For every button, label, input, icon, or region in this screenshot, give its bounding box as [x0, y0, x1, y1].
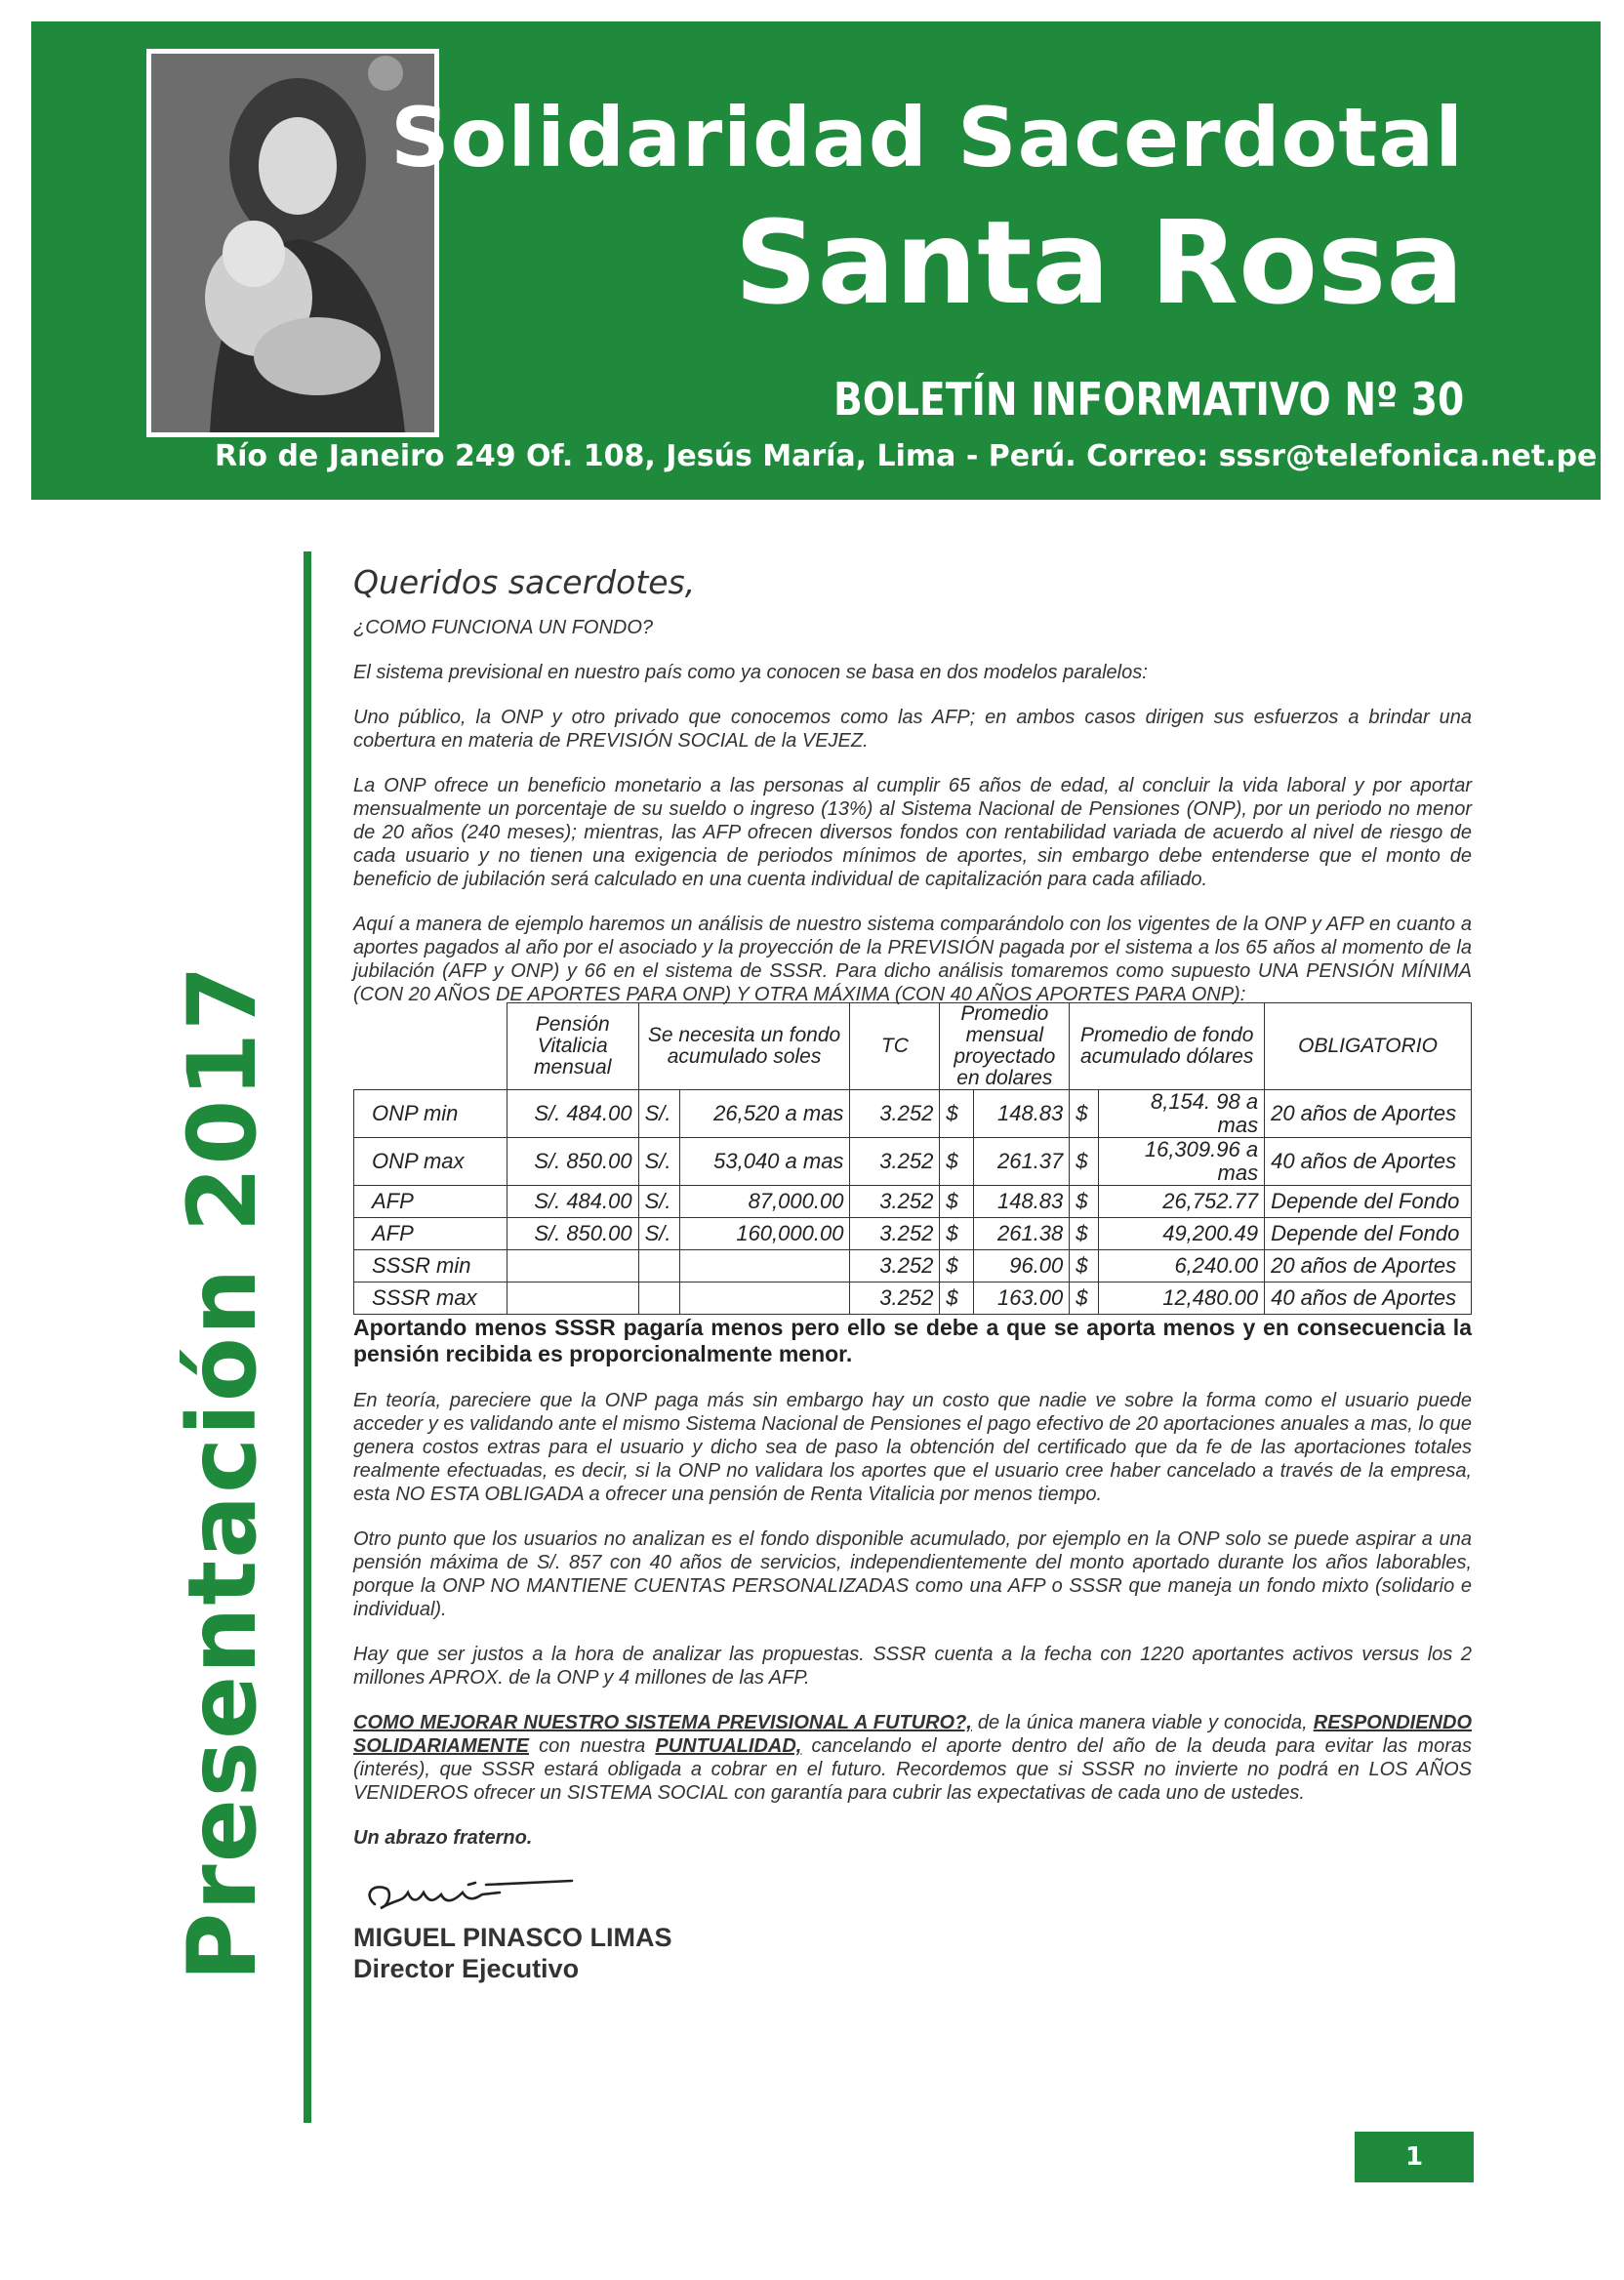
cell-tc: 3.252 [850, 1218, 940, 1250]
cell-obligatorio: 20 años de Aportes [1265, 1090, 1472, 1138]
cell-fondo-currency [638, 1250, 679, 1282]
table-row [354, 1218, 1472, 1250]
question-emphasis: COMO MEJORAR NUESTRO SISTEMA PREVISIONAL A FUTURO?, [353, 1712, 972, 1733]
green-vertical-rule [304, 551, 311, 2123]
cell-tc: 3.252 [850, 1186, 940, 1218]
cell-usd-currency: $ [940, 1218, 974, 1250]
row-label: ONP max [354, 1138, 508, 1186]
paragraph-2: Uno público, la ONP y otro privado que conocemos como las AFP; en ambos casos dirigen sus esfuerzos a brindar una cobertura en materia de PREVISIÓN SOCIAL de la VEJEZ. [353, 707, 1472, 752]
cell-tc: 3.252 [850, 1250, 940, 1282]
cell-pension: S/. 484.00 [507, 1090, 638, 1138]
handwritten-signature [353, 1863, 1472, 1922]
cell-fondo-currency: S/. [638, 1138, 679, 1186]
header-title-line2: Santa Rosa [734, 195, 1464, 330]
cell-pension: S/. 850.00 [507, 1138, 638, 1186]
cell-acum: 6,240.00 [1099, 1250, 1265, 1282]
cell-fondo [679, 1282, 850, 1315]
cell-obligatorio: Depende del Fondo [1265, 1218, 1472, 1250]
cell-acum: 12,480.00 [1099, 1282, 1265, 1315]
subheading: ¿COMO FUNCIONA UN FONDO? [353, 617, 654, 638]
col-header-pension: Pensión Vitalicia mensual [507, 1003, 638, 1090]
cell-fondo-currency: S/. [638, 1186, 679, 1218]
cell-obligatorio: 40 años de Aportes [1265, 1138, 1472, 1186]
bulletin-number: BOLETÍN INFORMATIVO Nº 30 [832, 373, 1464, 426]
row-label: AFP [354, 1186, 508, 1218]
table-header-row [354, 1003, 1472, 1090]
row-label: SSSR max [354, 1282, 508, 1315]
row-label: SSSR min [354, 1250, 508, 1282]
cell-fondo: 87,000.00 [679, 1186, 850, 1218]
paragraph-4: Aquí a manera de ejemplo haremos un análisis de nuestro sistema comparándolo con los vigentes de la ONP y AFP en cuanto a aportes pagados al año por el asociado y la proyección de la PREVISIÓN pagada por el sistema a los 65 años al momento de la jubilación (AFP y ONP) y 66 en el sistema de SSSR. Para dicho análisis tomaremos como supuesto UNA PENSIÓN MÍNIMA (CON 20 AÑOS DE APORTES PARA ONP) Y OTRA MÁXIMA (CON 40 AÑOS APORTES PARA ONP): [353, 914, 1472, 1005]
cell-usd-currency: $ [940, 1186, 974, 1218]
cell-fondo: 26,520 a mas [679, 1090, 850, 1138]
cell-fondo-currency [638, 1282, 679, 1315]
cell-usd-currency: $ [940, 1282, 974, 1315]
cell-pension: S/. 850.00 [507, 1218, 638, 1250]
cell-acum: 16,309.96 a mas [1099, 1138, 1265, 1186]
cell-acum-currency: $ [1070, 1138, 1099, 1186]
page-number: 1 [1355, 2132, 1474, 2182]
greeting: Queridos sacerdotes, [353, 563, 696, 601]
cell-pension: S/. 484.00 [507, 1186, 638, 1218]
cell-fondo: 53,040 a mas [679, 1138, 850, 1186]
cell-usd-currency: $ [940, 1138, 974, 1186]
paragraph-6: Otro punto que los usuarios no analizan es el fondo disponible acumulado, por ejemplo en la ONP solo se puede aspirar a una pensión máxima de S/. 857 con 40 años de servicios, independientemente del monto aportado durante los años laborables, porque la ONP NO MANTIENE CUENTAS PERSONALIZADAS como una AFP o SSSR que maneja un fondo mixto (solidario e individual). [353, 1528, 1472, 1620]
header-banner [31, 21, 1601, 500]
paragraph-3: La ONP ofrece un beneficio monetario a las personas al cumplir 65 años de edad, al concluir la vida laboral y por aportar mensualmente un porcentaje de su sueldo o ingreso (13%) al Sistema Nacional de Pensiones (ONP), por un periodo no menor de 20 años (240 meses); mientras, las AFP ofrecen diversos fondos con rentabilidad variada de acuerdo al nivel de riesgo de cada usuario y no tienen una exigencia de periodos mínimos de aportes, sin embargo debe entenderse que el monto de beneficio de jubilación será calculado en una cuenta individual de capitalización para cada afiliado. [353, 775, 1472, 890]
paragraph-8 [353, 1711, 1472, 1805]
cell-tc: 3.252 [850, 1090, 940, 1138]
cell-acum-currency: $ [1070, 1282, 1099, 1315]
col-header-tc: TC [850, 1003, 940, 1090]
cell-usd: 261.38 [974, 1218, 1070, 1250]
bold-note: Aportando menos SSSR pagaría menos pero ello se debe a que se aporta menos y en consecuencia la pensión recibida es proporcionalmente menor. [353, 1315, 1472, 1366]
cell-usd: 261.37 [974, 1138, 1070, 1186]
cell-acum: 26,752.77 [1099, 1186, 1265, 1218]
p8-text-a: de la única manera viable y conocida, [971, 1712, 1314, 1733]
cell-acum: 8,154. 98 a mas [1099, 1090, 1265, 1138]
row-label: AFP [354, 1218, 508, 1250]
cell-usd-currency: $ [940, 1090, 974, 1138]
cell-acum: 49,200.49 [1099, 1218, 1265, 1250]
table-row [354, 1138, 1472, 1186]
cell-obligatorio: 20 años de Aportes [1265, 1250, 1472, 1282]
cell-fondo-currency: S/. [638, 1218, 679, 1250]
col-header-fondo-dolares: Promedio de fondo acumulado dólares [1070, 1003, 1265, 1090]
paragraph-7: Hay que ser justos a la hora de analizar las propuestas. SSSR cuenta a la fecha con 1220 aportantes activos versus los 2 millones APROX. de la ONP y 4 millones de las AFP. [353, 1644, 1472, 1689]
pension-comparison-table [353, 1002, 1472, 1315]
cell-tc: 3.252 [850, 1282, 940, 1315]
cell-usd-currency: $ [940, 1250, 974, 1282]
row-label: ONP min [354, 1090, 508, 1138]
cell-acum-currency: $ [1070, 1250, 1099, 1282]
table-corner [354, 1003, 508, 1090]
closing: Un abrazo fraterno. [353, 1827, 533, 1849]
cell-acum-currency: $ [1070, 1218, 1099, 1250]
table-row [354, 1090, 1472, 1138]
table-row [354, 1186, 1472, 1218]
cell-acum-currency: $ [1070, 1090, 1099, 1138]
cell-tc: 3.252 [850, 1138, 940, 1186]
cell-fondo-currency: S/. [638, 1090, 679, 1138]
signer-title: Director Ejecutivo [353, 1954, 580, 1983]
cell-pension [507, 1282, 638, 1315]
paragraph-5: En teoría, pareciere que la ONP paga más sin embargo hay un costo que nadie ve sobre la forma como el usuario puede acceder y es validando ante el mismo Sistema Nacional de Pensiones el pago efectivo de 20 aportaciones anuales a mas, lo que genera costos extras para el usuario y dicho sea de paso la obtención del certificado que da fe de las aportaciones totales realmente efectuadas, es decir, si la ONP no validara los aportes que el usuario cree haber cancelado a través de la empresa, esta NO ESTA OBLIGADA a ofrecer una pensión de Renta Vitalicia por menos tiempo. [353, 1390, 1472, 1505]
cell-usd: 148.83 [974, 1090, 1070, 1138]
col-header-obligatorio: OBLIGATORIO [1265, 1003, 1472, 1090]
p8-text-c: con nuestra [529, 1735, 656, 1757]
cell-usd: 148.83 [974, 1186, 1070, 1218]
emphasis-solidariamente: RESPONDIENDO SOLIDARIAMENTE [353, 1712, 1472, 1757]
cell-acum-currency: $ [1070, 1186, 1099, 1218]
signer-name: MIGUEL PINASCO LIMAS [353, 1923, 672, 1952]
header-address: Río de Janeiro 249 Of. 108, Jesús María, Lima - Perú. Correo: sssr@telefonica.net.pe [215, 439, 1598, 473]
col-header-fondo-soles: Se necesita un fondo acumulado soles [638, 1003, 850, 1090]
letter-body [353, 563, 1472, 1984]
cell-obligatorio: Depende del Fondo [1265, 1186, 1472, 1218]
cell-obligatorio: 40 años de Aportes [1265, 1282, 1472, 1315]
col-header-promedio-mensual: Promedio mensual proyectado en dolares [940, 1003, 1070, 1090]
sidebar-presentation-text: Presentación 2017 [168, 963, 277, 1981]
paragraph-1: El sistema previsional en nuestro país como ya conocen se basa en dos modelos paralelos: [353, 662, 1148, 683]
emphasis-puntualidad: PUNTUALIDAD, [655, 1735, 802, 1757]
p8-text-e: cancelando el aporte dentro del año de la deuda para evitar las moras (interés), que SSSR estará obligada a cobrar en el futuro. Recordemos que si SSSR no invierte no podrá en LOS AÑOS VENIDEROS ofrecer un SISTEMA SOCIAL con garantía para cubrir las expectativas de cada uno de ustedes. [353, 1735, 1472, 1804]
cell-usd: 96.00 [974, 1250, 1070, 1282]
table-row [354, 1250, 1472, 1282]
cell-fondo: 160,000.00 [679, 1218, 850, 1250]
header-title-line1: Solidaridad Sacerdotal [390, 90, 1464, 185]
cell-pension [507, 1250, 638, 1282]
cell-fondo [679, 1250, 850, 1282]
cell-usd: 163.00 [974, 1282, 1070, 1315]
table-row [354, 1282, 1472, 1315]
